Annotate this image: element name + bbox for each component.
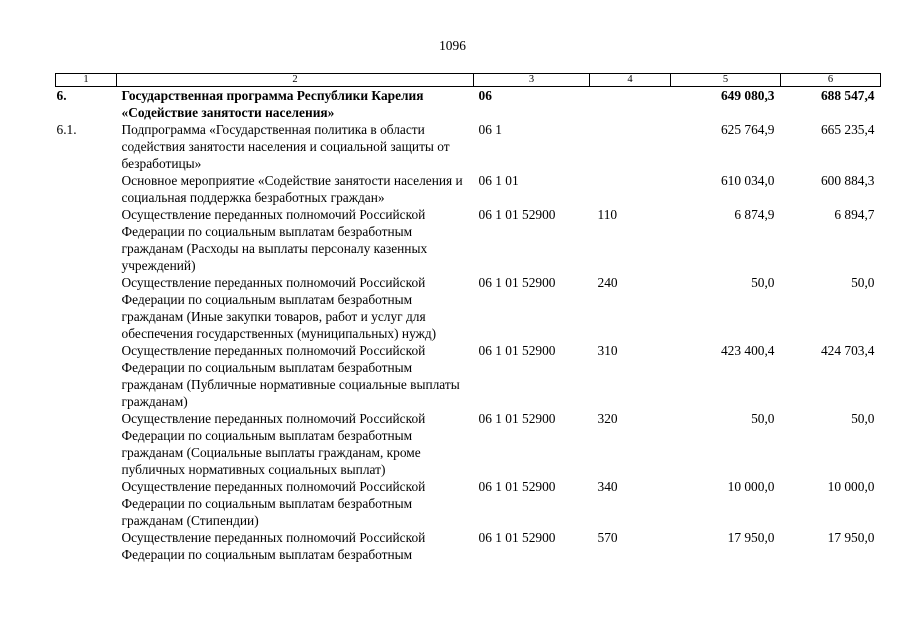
row-amount-year1: 625 764,9	[720, 122, 775, 137]
row-name: Осуществление переданных полномочий Российской Федерации по социальным выплатам безработным гражданам (Расходы на выплаты персоналу казенных учреждений)	[121, 207, 428, 273]
table-row	[56, 206, 881, 274]
row-number	[56, 529, 117, 563]
row-csr-code: 06 1 01 52900	[478, 207, 556, 222]
row-csr-code: 06 1 01 52900	[478, 275, 556, 290]
row-name: Осуществление переданных полномочий Российской Федерации по социальным выплатам безработным гражданам (Стипендии)	[121, 479, 426, 528]
row-csr-code: 06 1 01 52900	[478, 411, 556, 426]
row-amount-year2: 6 894,7	[834, 207, 875, 222]
row-amount-year2: 688 547,4	[820, 88, 875, 103]
row-vr-code: 570	[597, 530, 618, 545]
header-col-2: 2	[117, 74, 474, 87]
table-row	[56, 87, 881, 122]
row-name: Осуществление переданных полномочий Российской Федерации по социальным выплатам безработным гражданам (Иные закупки товаров, работ и услуг для обеспечения государственных (муниципальных) нужд)	[121, 275, 437, 341]
row-number: 6.1.	[56, 122, 77, 137]
row-amount-year2: 424 703,4	[820, 343, 875, 358]
table-row	[56, 274, 881, 342]
row-number	[56, 172, 117, 206]
row-name: Подпрограмма «Государственная политика в области содействия занятости населения и социальной защиты от безработицы»	[121, 122, 450, 171]
row-vr-code: 110	[597, 207, 618, 222]
row-amount-year1: 50,0	[751, 275, 775, 290]
row-amount-year2: 600 884,3	[820, 173, 875, 188]
row-name: Государственная программа Республики Карелия «Содействие занятости населения»	[121, 88, 424, 120]
row-amount-year1: 6 874,9	[734, 207, 775, 222]
page-number: 1096	[439, 38, 466, 53]
row-amount-year2: 50,0	[851, 275, 875, 290]
row-vr-code: 240	[597, 275, 618, 290]
row-amount-year2: 17 950,0	[827, 530, 875, 545]
row-number	[56, 410, 117, 478]
row-name: Осуществление переданных полномочий Российской Федерации по социальным выплатам безработным гражданам (Публичные нормативные социальные выплаты гражданам)	[121, 343, 460, 409]
row-vr-code	[590, 87, 671, 122]
header-col-4: 4	[590, 74, 671, 87]
row-csr-code: 06 1 01 52900	[478, 530, 556, 545]
row-number	[56, 342, 117, 410]
row-amount-year1: 610 034,0	[720, 173, 775, 188]
table-row	[56, 478, 881, 529]
table-row	[56, 121, 881, 172]
row-amount-year1: 423 400,4	[720, 343, 775, 358]
table-row	[56, 410, 881, 478]
row-name: Основное мероприятие «Содействие занятости населения и социальная поддержка безработных граждан»	[121, 173, 463, 205]
budget-table	[55, 73, 881, 563]
row-csr-code: 06	[478, 88, 492, 103]
row-vr-code: 320	[597, 411, 618, 426]
row-csr-code: 06 1 01	[478, 173, 519, 188]
header-col-5: 5	[671, 74, 781, 87]
row-number	[56, 478, 117, 529]
row-vr-code: 310	[597, 343, 618, 358]
row-number: 6.	[56, 88, 67, 103]
row-amount-year2: 50,0	[851, 411, 875, 426]
row-amount-year1: 50,0	[751, 411, 775, 426]
row-vr-code: 340	[597, 479, 618, 494]
row-amount-year1: 17 950,0	[727, 530, 775, 545]
row-amount-year1: 649 080,3	[720, 88, 775, 103]
table-header-row	[56, 74, 881, 87]
header-col-6: 6	[781, 74, 881, 87]
row-number	[56, 206, 117, 274]
row-csr-code: 06 1 01 52900	[478, 479, 556, 494]
row-amount-year2: 665 235,4	[820, 122, 875, 137]
row-name: Осуществление переданных полномочий Российской Федерации по социальным выплатам безработным гражданам (Социальные выплаты гражданам, кроме публичных нормативных социальных выплат)	[121, 411, 426, 477]
table-row	[56, 172, 881, 206]
header-col-1: 1	[56, 74, 117, 87]
table-row	[56, 342, 881, 410]
row-amount-year1: 10 000,0	[727, 479, 775, 494]
row-amount-year2: 10 000,0	[827, 479, 875, 494]
row-vr-code	[590, 121, 671, 172]
row-number	[56, 274, 117, 342]
row-name: Осуществление переданных полномочий Российской Федерации по социальным выплатам безработным	[121, 530, 426, 562]
header-col-3: 3	[474, 74, 590, 87]
row-vr-code	[590, 172, 671, 206]
row-csr-code: 06 1	[478, 122, 502, 137]
table-row	[56, 529, 881, 563]
row-csr-code: 06 1 01 52900	[478, 343, 556, 358]
